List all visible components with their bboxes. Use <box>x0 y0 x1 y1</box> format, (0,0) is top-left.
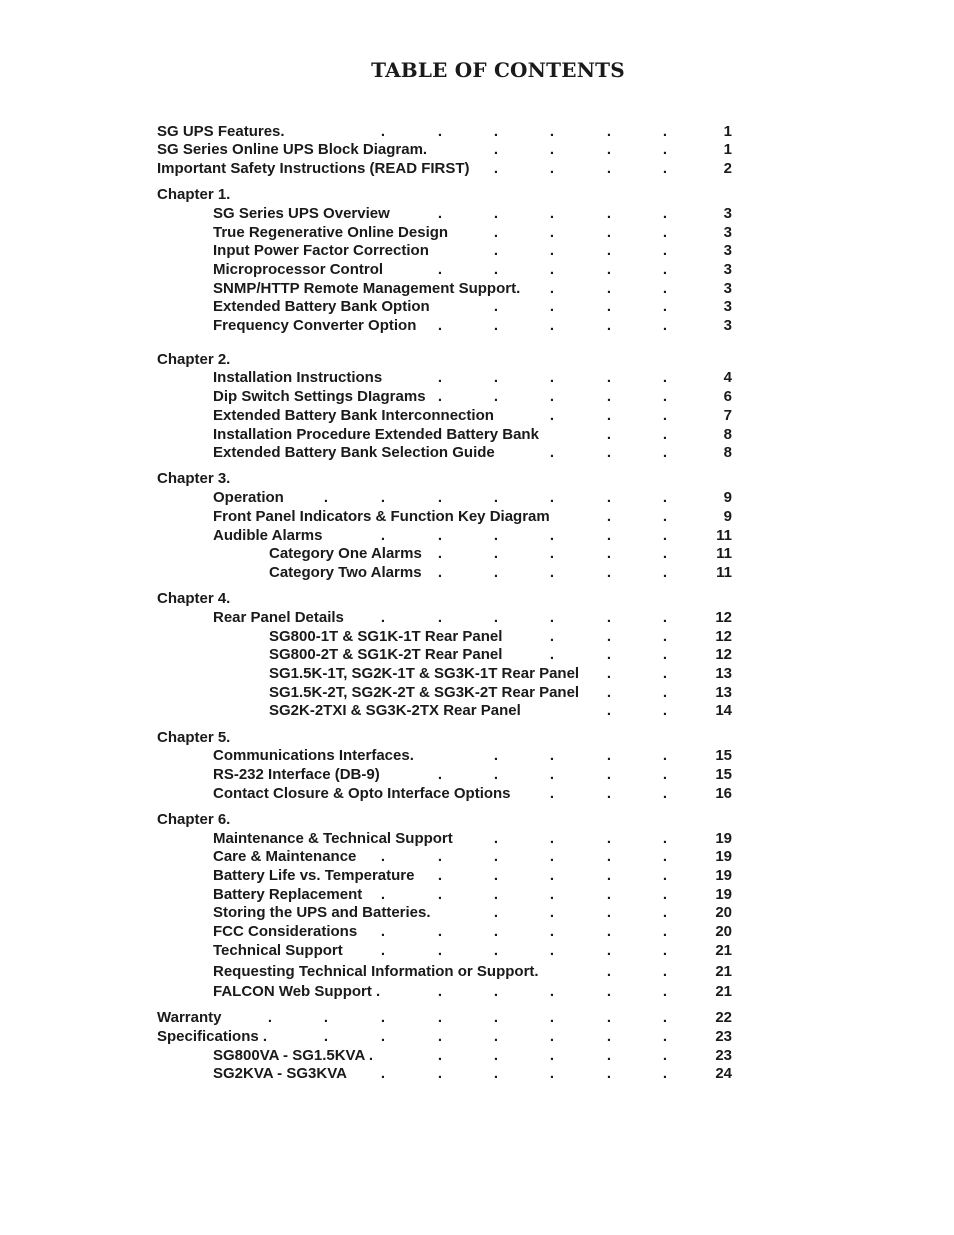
dot-leader: . <box>662 388 668 405</box>
dot-leader: . <box>662 369 668 386</box>
page-number: 15 <box>715 766 732 783</box>
dot-leader: . <box>662 280 668 297</box>
dot-leader: . <box>493 298 499 315</box>
dot-leader: . <box>606 426 612 443</box>
dot-leader: . <box>606 317 612 334</box>
dot-leader: . <box>549 1065 555 1082</box>
dot-leader: . <box>606 963 612 980</box>
dot-leader: . <box>437 205 443 222</box>
dot-leader: . <box>493 1047 499 1064</box>
chapter-heading: Chapter 3. <box>157 470 231 487</box>
toc-entry-title: SG800-2T & SG1K-2T Rear Panel <box>269 646 503 663</box>
page-number: 13 <box>715 665 732 682</box>
page-number: 9 <box>723 489 732 506</box>
dot-leader: . <box>493 923 499 940</box>
toc-entry-title: Storing the UPS and Batteries. <box>213 904 431 921</box>
toc-entry-title: SG UPS Features. <box>157 123 285 140</box>
chapter-heading: Chapter 2. <box>157 351 231 368</box>
dot-leader: . <box>662 867 668 884</box>
dot-leader: . <box>437 527 443 544</box>
dot-leader: . <box>662 609 668 626</box>
dot-leader: . <box>380 123 386 140</box>
dot-leader: . <box>493 1065 499 1082</box>
dot-leader: . <box>493 388 499 405</box>
toc-entry-title: Category One Alarms <box>269 545 422 562</box>
dot-leader: . <box>549 646 555 663</box>
page-number: 22 <box>715 1009 732 1026</box>
page-number: 14 <box>715 702 732 719</box>
toc-entry-title: SNMP/HTTP Remote Management Support. <box>213 280 521 297</box>
dot-leader: . <box>606 1065 612 1082</box>
page-number: 21 <box>715 942 732 959</box>
dot-leader: . <box>437 609 443 626</box>
dot-leader: . <box>606 747 612 764</box>
page-number: 19 <box>715 848 732 865</box>
dot-leader: . <box>606 684 612 701</box>
dot-leader: . <box>323 489 329 506</box>
dot-leader: . <box>606 785 612 802</box>
dot-leader: . <box>493 983 499 1000</box>
dot-leader: . <box>549 388 555 405</box>
toc-entry-title: Front Panel Indicators & Function Key Diagram <box>213 508 550 525</box>
dot-leader: . <box>549 1047 555 1064</box>
dot-leader: . <box>662 123 668 140</box>
page-number: 1 <box>723 141 732 158</box>
dot-leader: . <box>662 785 668 802</box>
dot-leader: . <box>549 280 555 297</box>
dot-leader: . <box>549 160 555 177</box>
dot-leader: . <box>549 848 555 865</box>
dot-leader: . <box>493 242 499 259</box>
dot-leader: . <box>437 123 443 140</box>
dot-leader: . <box>549 261 555 278</box>
dot-leader: . <box>662 489 668 506</box>
dot-leader: . <box>549 205 555 222</box>
dot-leader: . <box>606 280 612 297</box>
dot-leader: . <box>493 1009 499 1026</box>
page-number: 19 <box>715 886 732 903</box>
toc-entry-title: Maintenance & Technical Support <box>213 830 453 847</box>
dot-leader: . <box>437 1065 443 1082</box>
dot-leader: . <box>662 317 668 334</box>
page-number: 21 <box>715 963 732 980</box>
dot-leader: . <box>606 942 612 959</box>
chapter-heading: Chapter 4. <box>157 590 231 607</box>
dot-leader: . <box>493 224 499 241</box>
page-title: TABLE OF CONTENTS <box>371 58 625 82</box>
page-number: 7 <box>723 407 732 424</box>
dot-leader: . <box>493 564 499 581</box>
dot-leader: . <box>662 886 668 903</box>
toc-entry-title: Operation <box>213 489 284 506</box>
dot-leader: . <box>437 1028 443 1045</box>
dot-leader: . <box>606 1028 612 1045</box>
dot-leader: . <box>549 942 555 959</box>
dot-leader: . <box>606 527 612 544</box>
dot-leader: . <box>662 141 668 158</box>
dot-leader: . <box>662 242 668 259</box>
toc-entry-title: Communications Interfaces. <box>213 747 414 764</box>
page-number: 11 <box>716 527 732 544</box>
toc-entry-title: Important Safety Instructions (READ FIRST) <box>157 160 470 177</box>
toc-entry-title: SG800-1T & SG1K-1T Rear Panel <box>269 628 503 645</box>
dot-leader: . <box>493 904 499 921</box>
page-number: 9 <box>723 508 732 525</box>
dot-leader: . <box>493 545 499 562</box>
chapter-heading: Chapter 5. <box>157 729 231 746</box>
page-number: 3 <box>723 317 732 334</box>
dot-leader: . <box>662 527 668 544</box>
dot-leader: . <box>323 1009 329 1026</box>
dot-leader: . <box>493 609 499 626</box>
dot-leader: . <box>606 369 612 386</box>
dot-leader: . <box>549 886 555 903</box>
dot-leader: . <box>606 1009 612 1026</box>
dot-leader: . <box>662 830 668 847</box>
dot-leader: . <box>267 1009 273 1026</box>
dot-leader: . <box>549 407 555 424</box>
dot-leader: . <box>662 747 668 764</box>
dot-leader: . <box>437 867 443 884</box>
dot-leader: . <box>662 426 668 443</box>
toc-entry-title: SG Series UPS Overview <box>213 205 390 222</box>
dot-leader: . <box>662 407 668 424</box>
page-number: 23 <box>715 1047 732 1064</box>
toc-entry-title: Extended Battery Bank Option <box>213 298 430 315</box>
dot-leader: . <box>662 1009 668 1026</box>
toc-entry-title: SG1.5K-2T, SG2K-2T & SG3K-2T Rear Panel <box>269 684 580 701</box>
dot-leader: . <box>380 489 386 506</box>
toc-entry-title: Requesting Technical Information or Support. <box>213 963 539 980</box>
dot-leader: . <box>606 407 612 424</box>
page-number: 11 <box>716 564 732 581</box>
page-number: 3 <box>723 261 732 278</box>
dot-leader: . <box>493 527 499 544</box>
page-number: 4 <box>723 369 732 386</box>
dot-leader: . <box>606 564 612 581</box>
toc-entry-title: SG2KVA - SG3KVA <box>213 1065 347 1082</box>
dot-leader: . <box>493 141 499 158</box>
page-number: 11 <box>716 545 732 562</box>
dot-leader: . <box>662 628 668 645</box>
dot-leader: . <box>606 904 612 921</box>
dot-leader: . <box>549 628 555 645</box>
dot-leader: . <box>493 747 499 764</box>
dot-leader: . <box>549 369 555 386</box>
toc-entry-title: Contact Closure & Opto Interface Options <box>213 785 511 802</box>
dot-leader: . <box>493 848 499 865</box>
dot-leader: . <box>493 1028 499 1045</box>
dot-leader: . <box>493 766 499 783</box>
dot-leader: . <box>662 444 668 461</box>
dot-leader: . <box>662 508 668 525</box>
dot-leader: . <box>549 1009 555 1026</box>
dot-leader: . <box>606 702 612 719</box>
toc-entry-title: SG Series Online UPS Block Diagram. <box>157 141 428 158</box>
dot-leader: . <box>437 983 443 1000</box>
dot-leader: . <box>549 317 555 334</box>
toc-entry-title: RS-232 Interface (DB-9) <box>213 766 380 783</box>
dot-leader: . <box>549 747 555 764</box>
dot-leader: . <box>437 766 443 783</box>
dot-leader: . <box>437 317 443 334</box>
page-number: 24 <box>715 1065 732 1082</box>
dot-leader: . <box>493 886 499 903</box>
dot-leader: . <box>323 1028 329 1045</box>
dot-leader: . <box>606 609 612 626</box>
dot-leader: . <box>662 684 668 701</box>
toc-entry-title: Category Two Alarms <box>269 564 422 581</box>
dot-leader: . <box>380 609 386 626</box>
page-number: 21 <box>715 983 732 1000</box>
dot-leader: . <box>549 444 555 461</box>
toc-entry-title: SG2K-2TXI & SG3K-2TX Rear Panel <box>269 702 521 719</box>
dot-leader: . <box>493 317 499 334</box>
dot-leader: . <box>437 388 443 405</box>
dot-leader: . <box>493 123 499 140</box>
dot-leader: . <box>549 923 555 940</box>
toc-entry-title: Extended Battery Bank Selection Guide <box>213 444 495 461</box>
chapter-heading: Chapter 1. <box>157 186 231 203</box>
dot-leader: . <box>437 545 443 562</box>
dot-leader: . <box>662 963 668 980</box>
toc-entry-title: Input Power Factor Correction <box>213 242 429 259</box>
page-number: 13 <box>715 684 732 701</box>
dot-leader: . <box>662 160 668 177</box>
chapter-heading: Chapter 6. <box>157 811 231 828</box>
dot-leader: . <box>606 123 612 140</box>
dot-leader: . <box>380 886 386 903</box>
dot-leader: . <box>662 205 668 222</box>
dot-leader: . <box>662 545 668 562</box>
dot-leader: . <box>662 942 668 959</box>
dot-leader: . <box>493 942 499 959</box>
page-number: 3 <box>723 242 732 259</box>
dot-leader: . <box>549 1028 555 1045</box>
dot-leader: . <box>662 923 668 940</box>
dot-leader: . <box>662 1047 668 1064</box>
dot-leader: . <box>662 848 668 865</box>
page-number: 16 <box>715 785 732 802</box>
dot-leader: . <box>437 848 443 865</box>
dot-leader: . <box>606 224 612 241</box>
dot-leader: . <box>662 665 668 682</box>
toc-entry-title: Rear Panel Details <box>213 609 344 626</box>
toc-entry-title: Battery Life vs. Temperature <box>213 867 415 884</box>
dot-leader: . <box>493 261 499 278</box>
toc-entry-title: Battery Replacement <box>213 886 363 903</box>
dot-leader: . <box>380 942 386 959</box>
dot-leader: . <box>662 564 668 581</box>
page-number: 12 <box>715 646 732 663</box>
dot-leader: . <box>380 848 386 865</box>
dot-leader: . <box>437 489 443 506</box>
dot-leader: . <box>662 983 668 1000</box>
page-number: 3 <box>723 205 732 222</box>
dot-leader: . <box>380 923 386 940</box>
dot-leader: . <box>606 388 612 405</box>
dot-leader: . <box>549 123 555 140</box>
dot-leader: . <box>662 646 668 663</box>
dot-leader: . <box>606 160 612 177</box>
dot-leader: . <box>549 785 555 802</box>
dot-leader: . <box>549 830 555 847</box>
page-number: 3 <box>723 224 732 241</box>
dot-leader: . <box>662 1028 668 1045</box>
dot-leader: . <box>549 224 555 241</box>
page-number: 19 <box>715 830 732 847</box>
dot-leader: . <box>606 141 612 158</box>
dot-leader: . <box>493 830 499 847</box>
dot-leader: . <box>606 646 612 663</box>
page-number: 6 <box>723 388 732 405</box>
dot-leader: . <box>606 983 612 1000</box>
dot-leader: . <box>437 1047 443 1064</box>
page-number: 2 <box>723 160 732 177</box>
dot-leader: . <box>549 527 555 544</box>
page-number: 20 <box>715 904 732 921</box>
page-number: 12 <box>715 609 732 626</box>
dot-leader: . <box>437 886 443 903</box>
dot-leader: . <box>606 867 612 884</box>
dot-leader: . <box>437 942 443 959</box>
dot-leader: . <box>606 261 612 278</box>
toc-entry-title: Audible Alarms <box>213 527 323 544</box>
toc-entry-title: Microprocessor Control <box>213 261 384 278</box>
dot-leader: . <box>493 160 499 177</box>
dot-leader: . <box>662 702 668 719</box>
toc-entry-title: Dip Switch Settings DIagrams <box>213 388 426 405</box>
dot-leader: . <box>662 766 668 783</box>
dot-leader: . <box>437 923 443 940</box>
dot-leader: . <box>606 830 612 847</box>
dot-leader: . <box>662 224 668 241</box>
dot-leader: . <box>549 242 555 259</box>
page-number: 12 <box>715 628 732 645</box>
dot-leader: . <box>549 545 555 562</box>
dot-leader: . <box>437 1009 443 1026</box>
dot-leader: . <box>493 369 499 386</box>
dot-leader: . <box>549 766 555 783</box>
dot-leader: . <box>606 298 612 315</box>
dot-leader: . <box>380 1009 386 1026</box>
dot-leader: . <box>606 545 612 562</box>
dot-leader: . <box>662 298 668 315</box>
dot-leader: . <box>606 242 612 259</box>
dot-leader: . <box>606 766 612 783</box>
toc-entry-title: Care & Maintenance <box>213 848 357 865</box>
dot-leader: . <box>606 628 612 645</box>
dot-leader: . <box>606 205 612 222</box>
page-number: 8 <box>723 426 732 443</box>
dot-leader: . <box>606 665 612 682</box>
dot-leader: . <box>549 609 555 626</box>
page-number: 8 <box>723 444 732 461</box>
dot-leader: . <box>606 923 612 940</box>
dot-leader: . <box>549 983 555 1000</box>
dot-leader: . <box>493 867 499 884</box>
toc-entry-title: Technical Support <box>213 942 343 959</box>
page-number: 3 <box>723 280 732 297</box>
dot-leader: . <box>606 886 612 903</box>
dot-leader: . <box>606 848 612 865</box>
toc-entry-title: SG1.5K-1T, SG2K-1T & SG3K-1T Rear Panel <box>269 665 580 682</box>
dot-leader: . <box>549 904 555 921</box>
dot-leader: . <box>606 1047 612 1064</box>
toc-entry-title: Specifications . <box>157 1028 268 1045</box>
dot-leader: . <box>380 1028 386 1045</box>
toc-entry-title: Extended Battery Bank Interconnection <box>213 407 494 424</box>
page-number: 20 <box>715 923 732 940</box>
page-number: 19 <box>715 867 732 884</box>
dot-leader: . <box>380 527 386 544</box>
dot-leader: . <box>380 1065 386 1082</box>
toc-entry-title: Frequency Converter Option <box>213 317 417 334</box>
dot-leader: . <box>437 261 443 278</box>
page-number: 1 <box>723 123 732 140</box>
dot-leader: . <box>549 298 555 315</box>
dot-leader: . <box>662 261 668 278</box>
dot-leader: . <box>549 867 555 884</box>
page-number: 15 <box>715 747 732 764</box>
page-number: 3 <box>723 298 732 315</box>
dot-leader: . <box>606 508 612 525</box>
toc-entry-title: SG800VA - SG1.5KVA . <box>213 1047 374 1064</box>
toc-entry-title: FCC Considerations <box>213 923 358 940</box>
toc-entry-title: FALCON Web Support . <box>213 983 381 1000</box>
toc-entry-title: Warranty <box>157 1009 222 1026</box>
dot-leader: . <box>662 1065 668 1082</box>
dot-leader: . <box>549 489 555 506</box>
page-number: 23 <box>715 1028 732 1045</box>
dot-leader: . <box>549 141 555 158</box>
dot-leader: . <box>662 904 668 921</box>
dot-leader: . <box>606 489 612 506</box>
dot-leader: . <box>437 369 443 386</box>
dot-leader: . <box>493 489 499 506</box>
dot-leader: . <box>493 205 499 222</box>
dot-leader: . <box>606 444 612 461</box>
toc-entry-title: True Regenerative Online Design <box>213 224 449 241</box>
dot-leader: . <box>549 564 555 581</box>
toc-entry-title: Installation Procedure Extended Battery Bank <box>213 426 539 443</box>
toc-entry-title: Installation Instructions <box>213 369 383 386</box>
dot-leader: . <box>437 564 443 581</box>
